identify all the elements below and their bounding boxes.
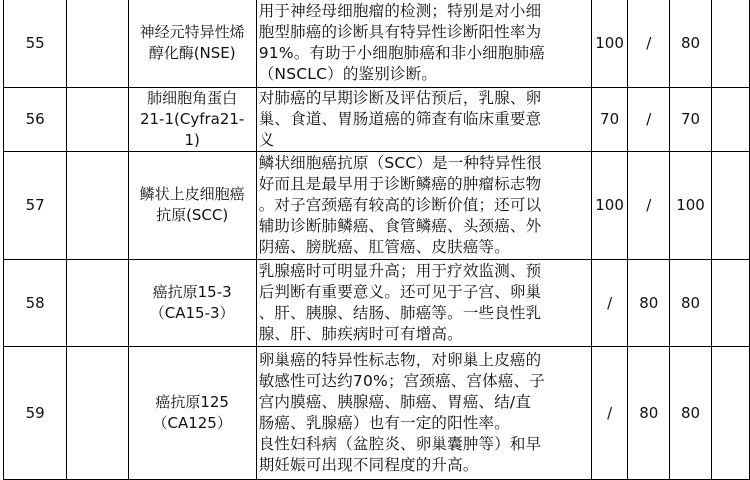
item-name-line: 神经元特异性烯 <box>139 23 245 42</box>
clinical-significance-line: （NSCLC）的鉴别诊断。 <box>258 65 438 84</box>
value-cell-1: / <box>592 346 628 479</box>
clinical-significance-line: 用于神经母细胞瘤的检测；特别是对小细 <box>258 2 542 21</box>
tumor-marker-table <box>3 0 750 480</box>
item-name <box>128 87 256 151</box>
clinical-significance-line: 辅助诊断肺鳞癌、食管鳞癌、头颈癌、外 <box>258 216 542 235</box>
clinical-significance-line: 肠癌、乳腺癌）也有一定的阳性率。 <box>258 413 510 432</box>
blank-cell <box>67 151 128 259</box>
blank-cell <box>67 259 128 346</box>
clinical-significance-line: 腺、肝、肺疾病时可有增高。 <box>258 324 463 343</box>
value-cell-3: 80 <box>670 259 711 346</box>
value-cell-1: 100 <box>592 151 628 259</box>
item-name-line: 癌抗原125 <box>155 392 229 411</box>
clinical-significance-line: 鳞状细胞癌抗原（SCC）是一种特异性很 <box>258 153 543 172</box>
clinical-significance-line: 、肝、胰腺、结肠、肺癌等。一些良性乳 <box>258 303 542 322</box>
clinical-significance-line: 良性妇科病（盆腔炎、卵巢囊肿等）和早 <box>258 434 542 453</box>
item-name-line: 抗原(SCC) <box>156 206 229 224</box>
item-name-line: 1) <box>184 130 200 149</box>
table-row <box>4 259 750 346</box>
item-name <box>128 346 256 479</box>
value-cell-2: / <box>628 0 670 87</box>
table-row <box>4 87 750 151</box>
table-row <box>4 346 750 479</box>
value-cell-3: 80 <box>670 346 711 479</box>
clinical-significance <box>256 0 591 87</box>
clinical-significance-line: 巢、食道、胃肠道癌的筛查有临床重要意 <box>258 109 542 128</box>
value-cell-1: 100 <box>592 0 628 87</box>
item-name-line: 肺细胞角蛋白 <box>147 88 238 107</box>
item-name <box>128 0 256 87</box>
item-name <box>128 151 256 259</box>
value-cell-2: 80 <box>628 259 670 346</box>
row-number: 57 <box>4 151 67 259</box>
blank-cell-right <box>711 87 749 151</box>
value-cell-1: 70 <box>592 87 628 151</box>
clinical-significance-line: 敏感性可达约70%；宫颈癌、宫体癌、子 <box>258 371 545 390</box>
blank-cell <box>67 0 128 87</box>
blank-cell-right <box>711 346 749 479</box>
item-name-line: 21-1(Cyfra21- <box>139 109 245 128</box>
clinical-significance <box>256 151 591 259</box>
blank-cell <box>67 87 128 151</box>
value-cell-2: 80 <box>628 346 670 479</box>
value-cell-1: / <box>592 259 628 346</box>
item-name <box>128 259 256 346</box>
item-name-line: 癌抗原15-3 <box>152 282 232 301</box>
blank-cell-right <box>711 0 749 87</box>
blank-cell <box>67 346 128 479</box>
value-cell-3: 80 <box>670 0 711 87</box>
clinical-significance-line: 91%。有助于小细胞肺癌和非小细胞肺癌 <box>258 44 545 63</box>
clinical-significance-line: 对肺癌的早期诊断及评估预后，乳腺、卵 <box>258 88 542 107</box>
value-cell-3: 100 <box>670 151 711 259</box>
clinical-significance <box>256 346 591 479</box>
clinical-significance-line: 好而且是最早用于诊断鳞癌的肿瘤标志物 <box>258 174 542 193</box>
clinical-significance-line: 宫内膜癌、胰腺癌、肺癌、胃癌、结/直 <box>258 392 532 411</box>
table-row <box>4 151 750 259</box>
clinical-significance <box>256 259 591 346</box>
row-number: 55 <box>4 0 67 87</box>
blank-cell-right <box>711 151 749 259</box>
clinical-significance-line: 卵巢癌的特异性标志物，对卵巢上皮癌的 <box>258 350 542 369</box>
clinical-significance-line: 阴癌、膀胱癌、肛管癌、皮肤癌等。 <box>258 237 510 256</box>
row-number: 58 <box>4 259 67 346</box>
row-number: 56 <box>4 87 67 151</box>
clinical-significance-line: 后判断有重要意义。还可见于子宫、卵巢 <box>258 282 542 301</box>
clinical-significance-line: 。对子宫颈癌有较高的诊断价值；还可以 <box>258 195 542 214</box>
clinical-significance <box>256 87 591 151</box>
item-name-line: （CA15-3） <box>149 303 235 322</box>
item-name-line: 鳞状上皮细胞癌 <box>139 185 245 203</box>
value-cell-3: 70 <box>670 87 711 151</box>
blank-cell-right <box>711 259 749 346</box>
item-name-line: （CA125） <box>152 413 232 432</box>
clinical-significance-line: 期妊娠可出现不同程度的升高。 <box>258 455 479 474</box>
value-cell-2: / <box>628 151 670 259</box>
value-cell-2: / <box>628 87 670 151</box>
clinical-significance-line: 乳腺癌时可明显升高；用于疗效监测、预 <box>258 261 542 280</box>
item-name-line: 醇化酶(NSE) <box>148 44 236 63</box>
clinical-significance-line: 义 <box>258 130 275 149</box>
clinical-significance-line: 胞型肺癌的诊断具有特异性诊断阳性率为 <box>258 23 542 42</box>
row-number: 59 <box>4 346 67 479</box>
table-row <box>4 0 750 87</box>
